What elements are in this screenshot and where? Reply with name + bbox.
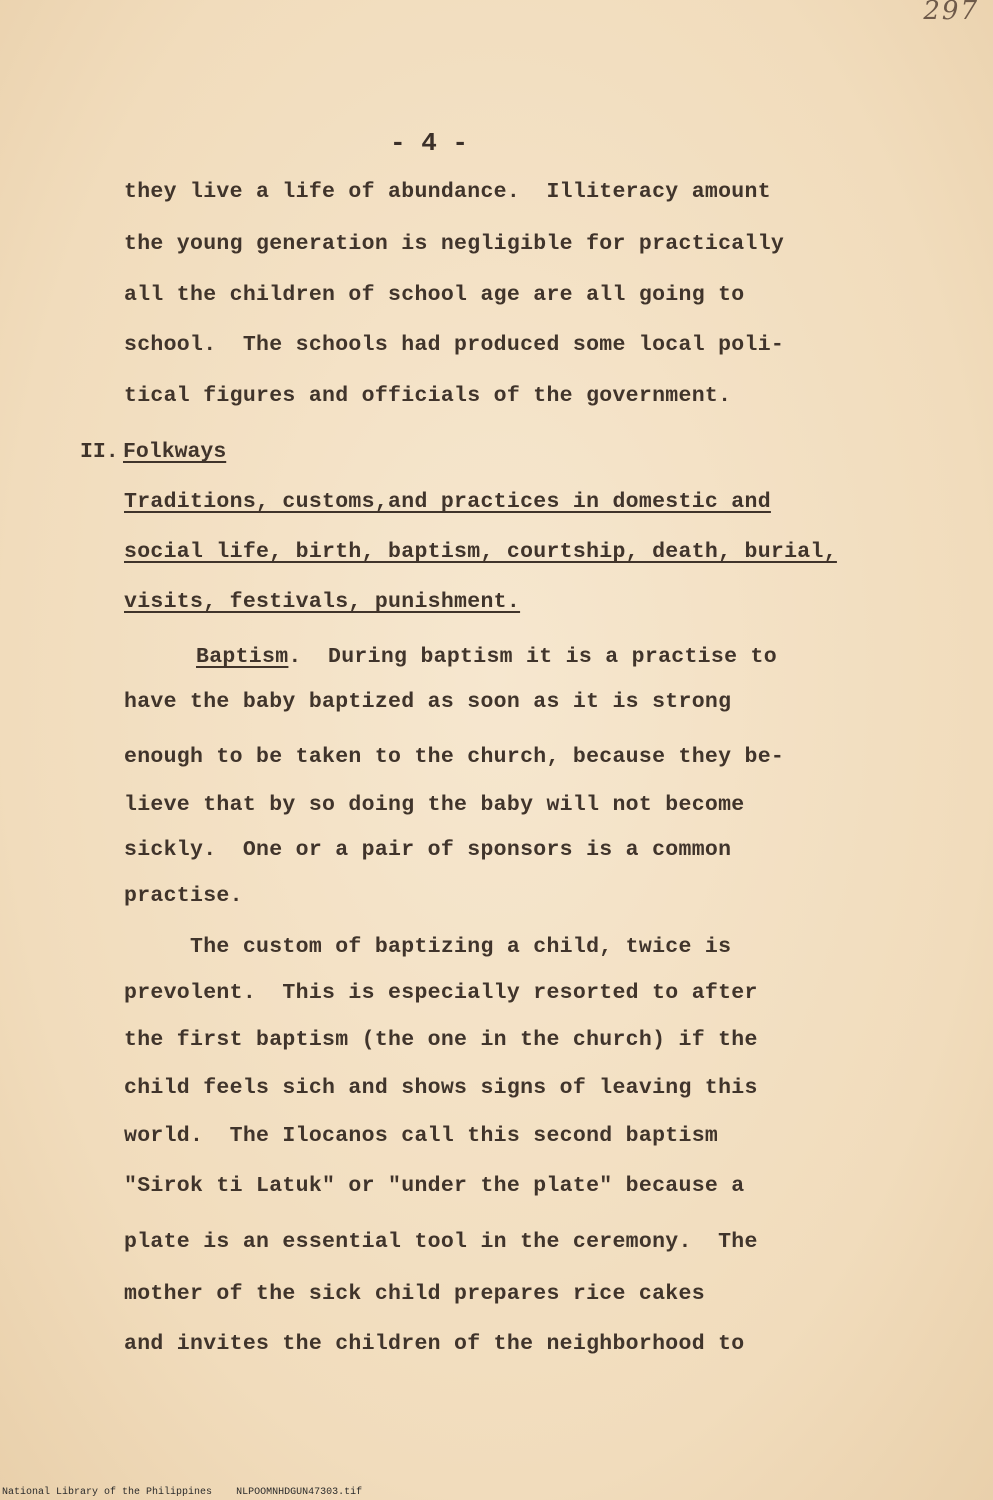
baptism-first-line-text: . During baptism it is a practise to	[288, 645, 777, 669]
subtitle-line-1: Traditions, customs,and practices in domestic and	[124, 490, 771, 514]
paragraph2-line-7: plate is an essential tool in the ceremony. The	[124, 1230, 758, 1254]
intro-line-1: they live a life of abundance. Illiteracy amount	[124, 180, 771, 204]
baptism-line-6: practise.	[124, 884, 243, 908]
baptism-line-3: enough to be taken to the church, because they be-	[124, 745, 785, 769]
intro-line-4: school. The schools had produced some local poli-	[124, 333, 785, 357]
paragraph2-line-4: child feels sich and shows signs of leaving this	[124, 1076, 758, 1100]
paragraph2-line-9: and invites the children of the neighborhood to	[124, 1332, 745, 1356]
baptism-heading: Baptism	[196, 645, 289, 669]
paragraph2-line-6: "Sirok ti Latuk" or "under the plate" because a	[124, 1174, 745, 1198]
scan-footer	[2, 1487, 362, 1498]
subtitle-line-2: social life, birth, baptism, courtship, death, burial,	[124, 540, 837, 564]
baptism-line-2: have the baby baptized as soon as it is strong	[124, 690, 732, 714]
page-number: - 4 -	[390, 128, 469, 158]
intro-line-5: tical figures and officials of the government.	[124, 384, 732, 408]
footer-file: NLPOOMNHDGUN47303.tif	[236, 1487, 363, 1498]
footer-library: National Library of the Philippines	[2, 1487, 213, 1498]
corner-page-mark: 297	[923, 0, 979, 26]
section-number: II.	[80, 440, 119, 464]
subtitle-line-3: visits, festivals, punishment.	[124, 590, 521, 614]
paragraph2-line-1: The custom of baptizing a child, twice is	[124, 935, 732, 959]
baptism-line-5: sickly. One or a pair of sponsors is a common	[124, 838, 732, 862]
baptism-first-line	[196, 645, 777, 669]
baptism-line-4: lieve that by so doing the baby will not become	[124, 793, 745, 817]
section-title: Folkways	[123, 440, 227, 464]
paragraph2-line-8: mother of the sick child prepares rice cakes	[124, 1282, 705, 1306]
paragraph2-line-2: prevolent. This is especially resorted to after	[124, 981, 758, 1005]
paragraph2-line-5: world. The Ilocanos call this second baptism	[124, 1124, 719, 1148]
paragraph2-line-3: the first baptism (the one in the church) if the	[124, 1028, 758, 1052]
intro-line-2: the young generation is negligible for practically	[124, 232, 785, 256]
intro-line-3: all the children of school age are all going to	[124, 283, 745, 307]
